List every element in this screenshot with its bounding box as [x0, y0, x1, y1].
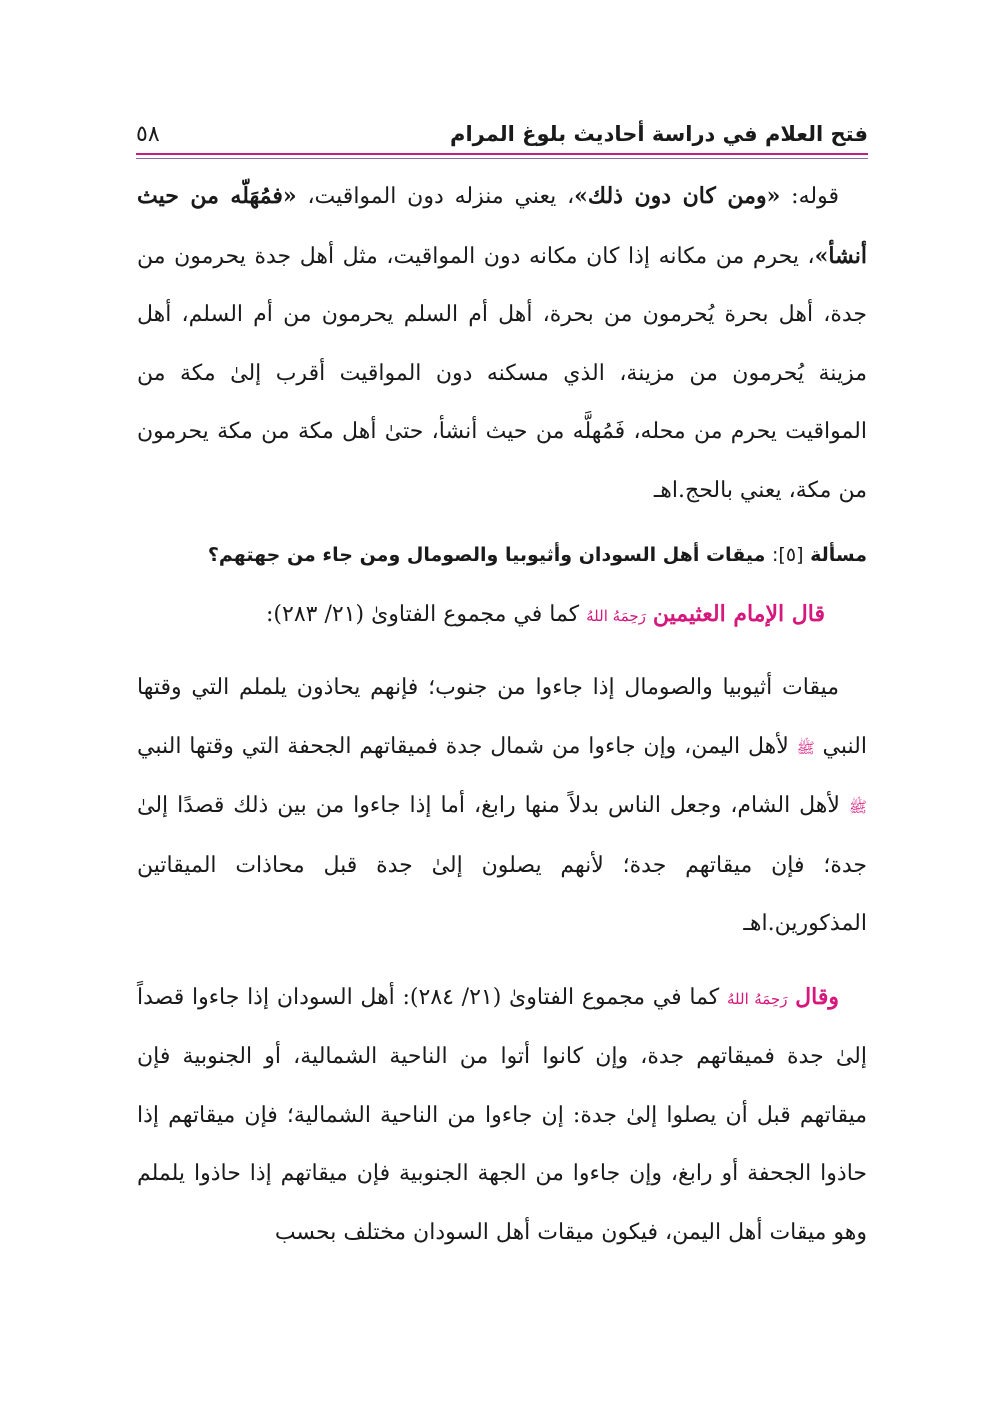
issue-heading: [137, 526, 867, 585]
citation-uthaymeen: [137, 585, 867, 646]
page-header: [136, 112, 868, 156]
para2-part1: ميقات أثيوبيا والصومال إذا جاءوا من جنوب؛ فإنهم يحاذون يلملم التي وقتها النبي: [137, 675, 867, 759]
pbuh-glyph: ﷺ: [796, 738, 815, 757]
page-number: ٥٨: [136, 121, 160, 147]
hadith-quote-1: «ومن كان دون ذلك»: [574, 183, 781, 209]
paragraph-spacer: [137, 954, 867, 968]
paragraph-ethiopia-somalia: [137, 659, 867, 954]
paragraph-commentary: [137, 167, 867, 520]
citation-source: كما في مجموع الفتاوىٰ (٢١/ ٢٨٣):: [266, 601, 587, 627]
honorific-glyph: رَحِمَهُ اللهُ: [586, 606, 646, 625]
para2-part3: لأهل الشام، وجعل الناس بدلاً منها رابغ، أما إذا جاءوا من بين ذلك قصدًا إلىٰ جدة؛ فإن ميقاتهم جدة؛ لأنهم يصلون إلىٰ جدة قبل محاذات الميقاتين المذكورين.اهـ: [137, 793, 867, 936]
issue-title: ميقات أهل السودان وأثيوبيا والصومال ومن جاء من جهتهم؟: [207, 544, 766, 566]
honorific-glyph: رَحِمَهُ اللهُ: [726, 989, 788, 1008]
issue-label: مسألة: [810, 544, 867, 566]
pbuh-glyph: ﷺ: [848, 798, 867, 816]
body-text: [137, 167, 867, 1262]
paragraph-sudan: [137, 968, 867, 1263]
paragraph-spacer: [137, 645, 867, 659]
issue-number: [٥]:: [772, 544, 804, 566]
commentary-rest: ، يحرم من مكانه إذا كان مكانه دون المواقيت، مثل أهل جدة يحرمون من جدة، أهل بحرة يُحرمون من بحرة، أهل أم السلم يحرمون من أم السلم، أهل مزينة يُحرمون من مزينة، الذي مسكنه دون المواقيت أقرب إلىٰ مكة من المواقيت يحرم من محله، فَمُهلَّه من حيث أنشأ، حتىٰ أهل مكة من مكة يحرمون من مكة، يعني بالحج.اهـ: [137, 243, 867, 503]
scholar-name: قال الإمام العثيمين: [652, 600, 825, 627]
commentary-lead: قوله:: [780, 184, 839, 209]
header-rule-primary: [136, 153, 868, 155]
book-title: فتح العلام في دراسة أحاديث بلوغ المرام: [450, 122, 868, 146]
commentary-mid: ، يعني منزله دون المواقيت،: [296, 184, 575, 209]
para3-text: كما في مجموع الفتاوىٰ (٢١/ ٢٨٤): أهل السودان إذا جاءوا قصداً إلىٰ جدة فميقاتهم جدة، وإن كانوا أتوا من الناحية الشمالية، أو الجنوبية فإن ميقاتهم قبل أن يصلوا إلىٰ جدة: إن جاءوا من الناحية الشمالية؛ فإن ميقاتهم إذا حاذوا الجحفة أو رابغ، وإن جاءوا من الجهة الجنوبية فإن ميقاتهم إذا حاذوا يلملم وهو ميقات أهل اليمن، فيكون ميقات أهل السودان مختلف بحسب: [137, 984, 867, 1245]
scholar-speaker: وقال: [795, 983, 839, 1010]
hadith-quote-2: «فمُهَلّه من حيث أنشأ»: [137, 183, 867, 269]
header-rule-secondary: [136, 158, 868, 159]
para2-part2: لأهل اليمن، وإن جاءوا من شمال جدة فميقاتهم الجحفة التي وقتها النبي: [137, 733, 797, 759]
